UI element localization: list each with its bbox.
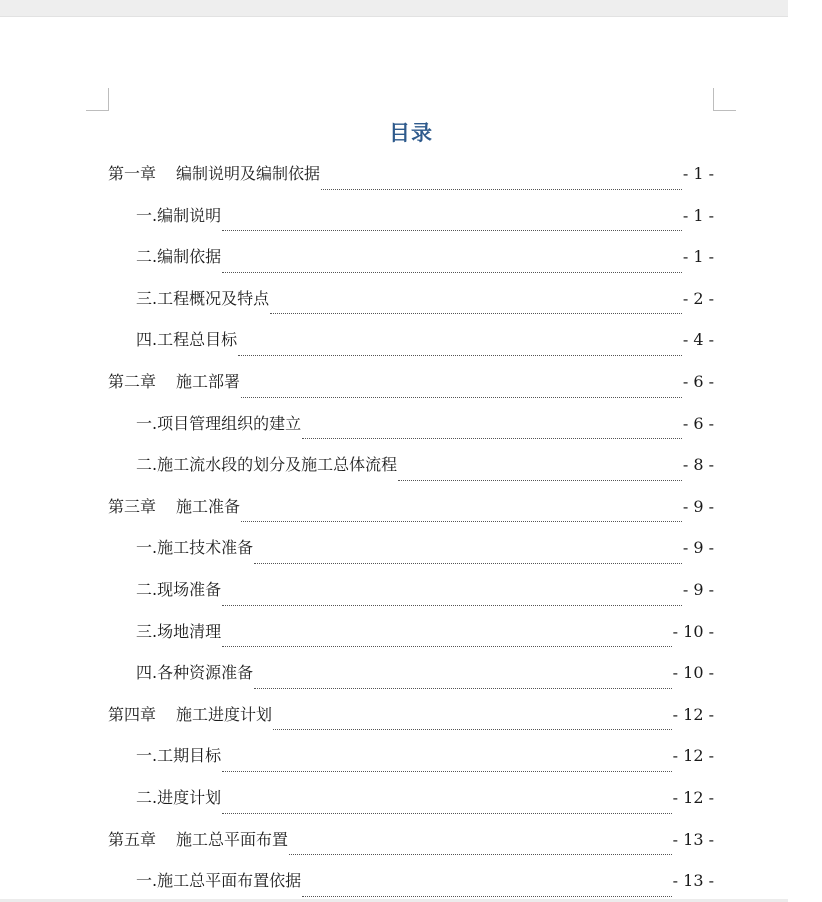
toc-dot-leader: [398, 480, 682, 481]
toc-page-number: - 12 -: [672, 746, 714, 766]
toc-dot-leader: [254, 688, 672, 689]
toc-section-entry[interactable]: [108, 444, 714, 486]
toc-entry-label: [108, 153, 320, 195]
toc-page-number: - 4 -: [682, 330, 714, 350]
toc-dot-leader: [222, 646, 672, 647]
toc-entry-label: [108, 819, 288, 861]
toc-dot-leader: [241, 397, 682, 398]
toc-entry-number: 一.: [136, 538, 158, 558]
toc-entry-text: 工程概况及特点: [157, 288, 270, 308]
toc-section-entry[interactable]: [108, 527, 714, 569]
toc-entry-text: 工期目标: [157, 746, 222, 766]
toc-entry-text: 施工部署: [176, 371, 241, 391]
toc-entry-label: [136, 403, 301, 445]
toc-entry-label: [136, 527, 253, 569]
toc-dot-leader: [241, 521, 682, 522]
toc-entry-label: [136, 236, 221, 278]
toc-entry-text: 项目管理组织的建立: [157, 413, 302, 433]
toc-page-number: - 9 -: [682, 496, 714, 516]
toc-section-entry[interactable]: [108, 611, 714, 653]
toc-entry-text: 施工准备: [176, 496, 241, 516]
toc-page-number: - 6 -: [682, 413, 714, 433]
toc-dot-leader: [302, 896, 672, 897]
toc-page-number: - 12 -: [672, 787, 714, 807]
toc-entry-number: 一.: [136, 413, 158, 433]
toc-dot-leader: [222, 272, 682, 273]
toc-entry-number: 二.: [136, 455, 158, 475]
toc-section-entry[interactable]: [108, 569, 714, 611]
toc-section-entry[interactable]: [108, 777, 714, 819]
toc-title: 目录: [389, 120, 433, 145]
toc-chapter-entry[interactable]: [108, 694, 714, 736]
toc-entry-label: [108, 694, 272, 736]
toc-section-entry[interactable]: [108, 860, 714, 902]
toc-page-number: - 13 -: [672, 871, 714, 891]
toc-section-entry[interactable]: [108, 278, 714, 320]
toc-entry-label: [136, 195, 221, 237]
toc-entry-number: 四.: [136, 330, 158, 350]
toc-entry-number: 第五章: [108, 829, 157, 849]
toc-entry-label: [136, 611, 221, 653]
toc-page-number: - 10 -: [672, 663, 714, 683]
toc-entry-number: 三.: [136, 621, 158, 641]
toc-dot-leader: [289, 854, 672, 855]
toc-entry-label: [108, 361, 240, 403]
toc-section-entry[interactable]: [108, 319, 714, 361]
toc-page-number: - 6 -: [682, 371, 714, 391]
toc-entry-label: [136, 319, 237, 361]
toc-page-number: - 2 -: [682, 288, 714, 308]
toc-page-number: - 1 -: [682, 205, 714, 225]
toc-entry-text: 进度计划: [157, 787, 222, 807]
margin-corner-mark-left: [86, 88, 109, 111]
toc-page-number: - 12 -: [672, 704, 714, 724]
toc-dot-leader: [238, 355, 682, 356]
toc-page-number: - 1 -: [682, 164, 714, 183]
toc-dot-leader: [222, 813, 672, 814]
toc-dot-leader: [321, 189, 682, 190]
toc-entry-text: 编制依据: [157, 247, 222, 267]
toc-entry-number: 一.: [136, 205, 158, 225]
toc-entry-number: 一.: [136, 871, 158, 891]
toc-section-entry[interactable]: [108, 403, 714, 445]
toc-dot-leader: [222, 605, 682, 606]
toc-page-number: - 8 -: [682, 455, 714, 475]
toc-chapter-entry[interactable]: [108, 486, 714, 528]
toc-entry-label: [136, 444, 397, 486]
toc-dot-leader: [222, 771, 672, 772]
toc-section-entry[interactable]: [108, 236, 714, 278]
toc-entry-number: 一.: [136, 746, 158, 766]
toc-dot-leader: [302, 438, 682, 439]
toc-chapter-entry[interactable]: [108, 819, 714, 861]
toc-entry-number: 四.: [136, 663, 158, 683]
toc-chapter-entry[interactable]: [108, 361, 714, 403]
toc-entry-label: [136, 278, 269, 320]
toc-section-entry[interactable]: [108, 652, 714, 694]
toc-entry-text: 工程总目标: [157, 330, 238, 350]
toc-entry-text: 编制说明: [157, 205, 222, 225]
toc-entry-number: 二.: [136, 579, 158, 599]
margin-corner-mark-right: [713, 88, 736, 111]
toc-entry-number: 二.: [136, 787, 158, 807]
toc-entry-label: [136, 652, 253, 694]
toc-dot-leader: [222, 230, 682, 231]
toc-entry-number: 第一章: [108, 164, 157, 183]
toc-entry-number: 第四章: [108, 704, 157, 724]
toc-page-number: - 9 -: [682, 579, 714, 599]
toc-entry-text: 场地清理: [157, 621, 222, 641]
toc-entry-label: [136, 860, 301, 902]
toc-chapter-entry[interactable]: [108, 153, 714, 195]
toc-entry-label: [136, 569, 221, 611]
toc-entry-text: 施工技术准备: [157, 538, 254, 558]
toc-entry-number: 第二章: [108, 371, 157, 391]
toc-entry-label: [136, 735, 221, 777]
toc-dot-leader: [273, 729, 672, 730]
toc-entry-text: 各种资源准备: [157, 663, 254, 683]
table-of-contents: [108, 153, 714, 902]
toc-entry-number: 第三章: [108, 496, 157, 516]
toc-entry-text: 施工进度计划: [176, 704, 273, 724]
toc-entry-number: 三.: [136, 288, 158, 308]
toc-page-number: - 9 -: [682, 538, 714, 558]
toc-entry-number: 二.: [136, 247, 158, 267]
toc-page-number: - 13 -: [672, 829, 714, 849]
document-page: [0, 17, 788, 891]
toc-entry-text: 现场准备: [157, 579, 222, 599]
toc-section-entry[interactable]: [108, 195, 714, 237]
toc-entry-text: 施工流水段的划分及施工总体流程: [157, 455, 398, 475]
toc-entry-text: 施工总平面布置: [176, 829, 289, 849]
toc-page-number: - 10 -: [672, 621, 714, 641]
toc-dot-leader: [270, 313, 682, 314]
window-top-bar: [0, 0, 788, 17]
toc-entry-text: 编制说明及编制依据: [176, 164, 321, 183]
toc-section-entry[interactable]: [108, 735, 714, 777]
toc-entry-label: [108, 486, 240, 528]
toc-page-number: - 1 -: [682, 247, 714, 267]
toc-entry-label: [136, 777, 221, 819]
toc-dot-leader: [254, 563, 682, 564]
toc-entry-text: 施工总平面布置依据: [157, 871, 302, 891]
